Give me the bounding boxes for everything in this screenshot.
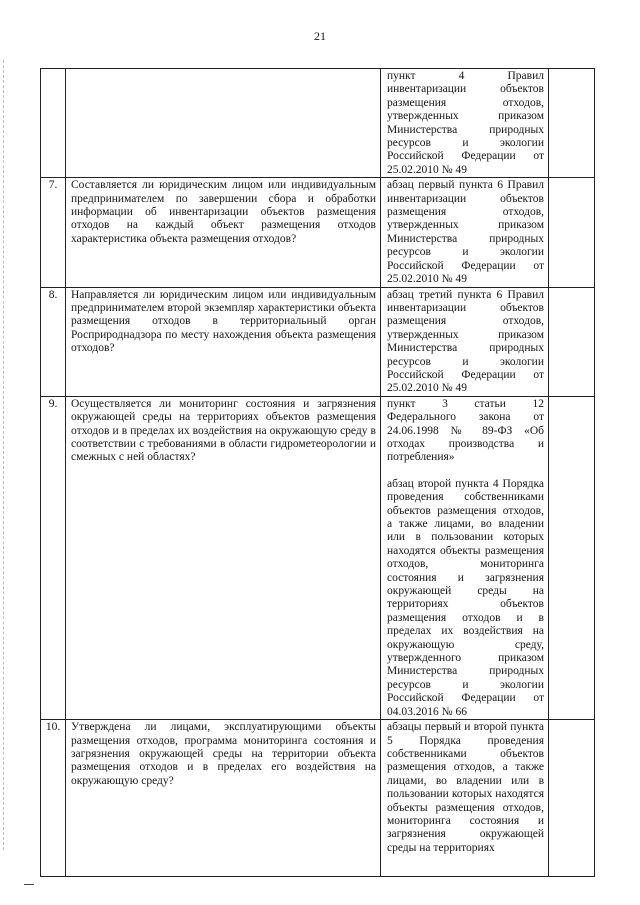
table-row <box>41 69 595 178</box>
reference-text: абзац первый пункта 6 Правил инвентаризации объектов размещения отходов, утвержденных приказом Министерства природных ресурсов и экологии Российской Федерации от 25.02.2010 № 49 <box>387 179 544 286</box>
question-text: Направляется ли юридическим лицом или индивидуальным предпринимателем второй экземпляр характеристики объекта размещения отходов в территориальный орган Росприроднадзора по месту нахождения объекта размещения отходов? <box>66 287 381 396</box>
table-row <box>41 287 595 396</box>
scan-mark <box>24 884 34 885</box>
answer-cell <box>549 396 595 719</box>
reference-text: пункт 4 Правил инвентаризации объектов размещения отходов, утвержденных приказом Министерства природных ресурсов и экологии Российской Федерации от 25.02.2010 № 49 <box>387 70 544 176</box>
row-number: 9. <box>41 396 66 719</box>
answer-cell <box>549 178 595 287</box>
legal-reference <box>381 69 549 178</box>
legal-reference <box>381 396 549 719</box>
table-row <box>41 720 595 877</box>
legal-reference <box>381 287 549 396</box>
row-number: 7. <box>41 178 66 287</box>
reference-text: абзацы первый и второй пункта 5 Порядка проведения собственниками объектов размещения отходов, а также лицами, во владении или в пользовании которых находятся объекты размещения отходов, мониторинга состояния и загрязнения окружающей среды на территориях <box>387 721 544 854</box>
question-text <box>66 69 381 178</box>
table-row <box>41 396 595 719</box>
reference-text: абзац третий пункта 6 Правил инвентаризации объектов размещения отходов, утвержденных приказом Министерства природных ресурсов и экологии Российской Федерации от 25.02.2010 № 49 <box>387 288 544 395</box>
answer-cell <box>549 720 595 877</box>
question-text: Утверждена ли лицами, эксплуатирующими объекты размещения отходов, программа мониторинга состояния и загрязнения окружающей среды на территории объекта размещения отходов и в пределах его воздействия на окружающую среду? <box>66 720 381 877</box>
table-row <box>41 178 595 287</box>
row-number: 10. <box>41 720 66 877</box>
answer-cell <box>549 287 595 396</box>
reference-text: пункт 3 статьи 12 Федерального закона от 24.06.1998 № 89-ФЗ «Об отходах производства и потребления» <box>387 397 544 464</box>
page-number: 21 <box>314 29 326 43</box>
question-text: Осуществляется ли мониторинг состояния и загрязнения окружающей среды на территориях объектов размещения отходов и в пределах их воздействия на окружающую среду в соответствии с требованиями в области гидрометеорологии и смежных с ней областях? <box>66 396 381 719</box>
scan-edge-line <box>3 60 4 850</box>
answer-cell <box>549 69 595 178</box>
row-number: 8. <box>41 287 66 396</box>
row-number <box>41 69 66 178</box>
reference-text: абзац второй пункта 4 Порядка проведения собственниками объектов размещения отходов, а также лицами, во владении или в пользовании которых находятся объекты размещения отходов, мониторинга состояния и загрязнения окружающей среды на территориях объектов размещения отходов и в пределах их воздействия на окружающую среду, утвержденного приказом Министерства природных ресурсов и экологии Российской Федерации от 04.03.2016 № 66 <box>387 477 544 718</box>
legal-reference <box>381 178 549 287</box>
question-text: Составляется ли юридическим лицом или индивидуальным предпринимателем по завершении сбора и обработки информации об инвентаризации объектов размещения отходов на каждый объект размещения отходов характеристика объекта размещения отходов? <box>66 178 381 287</box>
legal-reference <box>381 720 549 877</box>
requirements-table <box>40 68 595 877</box>
